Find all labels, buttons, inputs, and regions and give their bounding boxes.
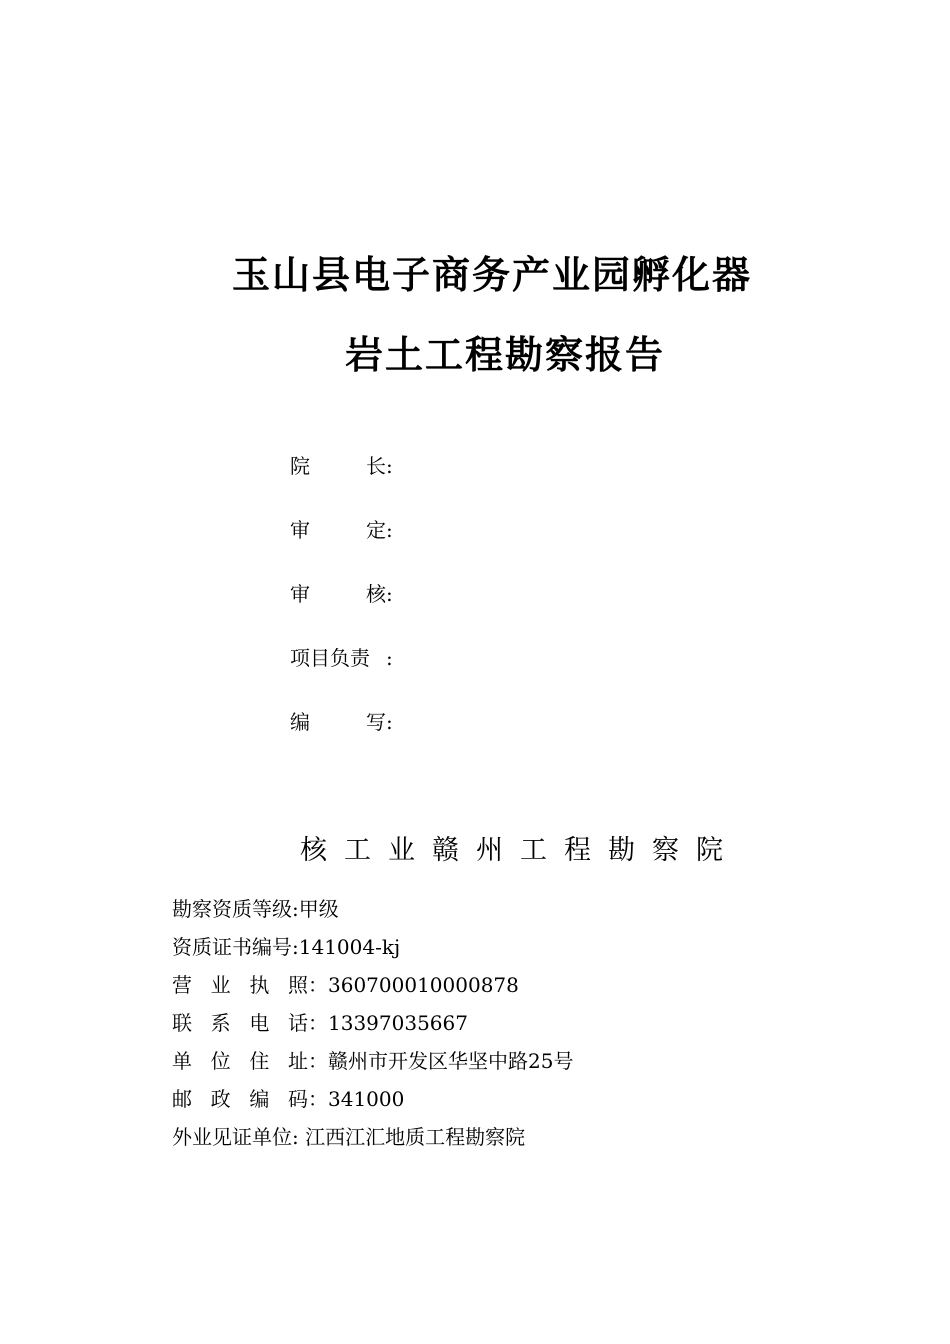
info-label: 联系电话: [172, 1011, 308, 1035]
signature-label: 院长: [290, 454, 386, 478]
signature-row-approval: [290, 516, 393, 544]
info-value: 341000: [328, 1087, 405, 1111]
signature-label: 审核: [290, 582, 386, 606]
info-separator: :: [292, 1125, 299, 1149]
signature-row-author: [290, 708, 393, 736]
info-separator: ：: [308, 1011, 328, 1035]
info-label: 营业执照: [172, 973, 308, 997]
signature-label: 项目负责: [290, 646, 370, 670]
signature-label: 编写: [290, 710, 386, 734]
signature-row-review: [290, 580, 393, 608]
info-label: 勘察资质等级: [172, 897, 292, 921]
info-label: 外业见证单位: [172, 1125, 292, 1149]
info-label: 邮政编码: [172, 1087, 308, 1111]
info-row-qualification: [172, 894, 339, 924]
signature-colon: :: [386, 646, 393, 670]
info-value: 江西江汇地质工程勘察院: [298, 1125, 526, 1149]
info-row-phone: [172, 1008, 468, 1038]
report-title-line-1: 玉山县电子商务产业园孵化器: [232, 252, 753, 297]
info-value: 甲级: [298, 897, 339, 921]
info-row-license: [172, 970, 519, 1000]
info-row-certificate: [172, 932, 400, 962]
info-label: 资质证书编号: [172, 935, 292, 959]
info-separator: :: [292, 935, 299, 959]
info-row-address: [172, 1046, 573, 1076]
organization-name: 核工业赣州工程勘察院: [300, 835, 740, 866]
signature-colon: :: [386, 582, 393, 606]
signature-colon: :: [386, 454, 393, 478]
info-row-postcode: [172, 1084, 404, 1114]
signature-colon: :: [386, 710, 393, 734]
info-separator: :: [292, 897, 299, 921]
report-title-line-2: 岩土工程勘察报告: [345, 332, 666, 377]
signature-row-project-lead: [290, 644, 393, 672]
info-separator: ：: [308, 973, 328, 997]
info-value: 141004-kj: [298, 935, 401, 959]
info-value: 360700010000878: [328, 973, 519, 997]
signature-row-director: [290, 452, 393, 480]
info-separator: ：: [308, 1049, 328, 1073]
info-value: 13397035667: [328, 1011, 468, 1035]
info-row-witness-unit: [172, 1122, 525, 1152]
signature-colon: :: [386, 518, 393, 542]
info-value: 赣州市开发区华坚中路25号: [328, 1049, 574, 1073]
info-separator: ：: [308, 1087, 328, 1111]
signature-label: 审定: [290, 518, 386, 542]
info-label: 单位住址: [172, 1049, 308, 1073]
